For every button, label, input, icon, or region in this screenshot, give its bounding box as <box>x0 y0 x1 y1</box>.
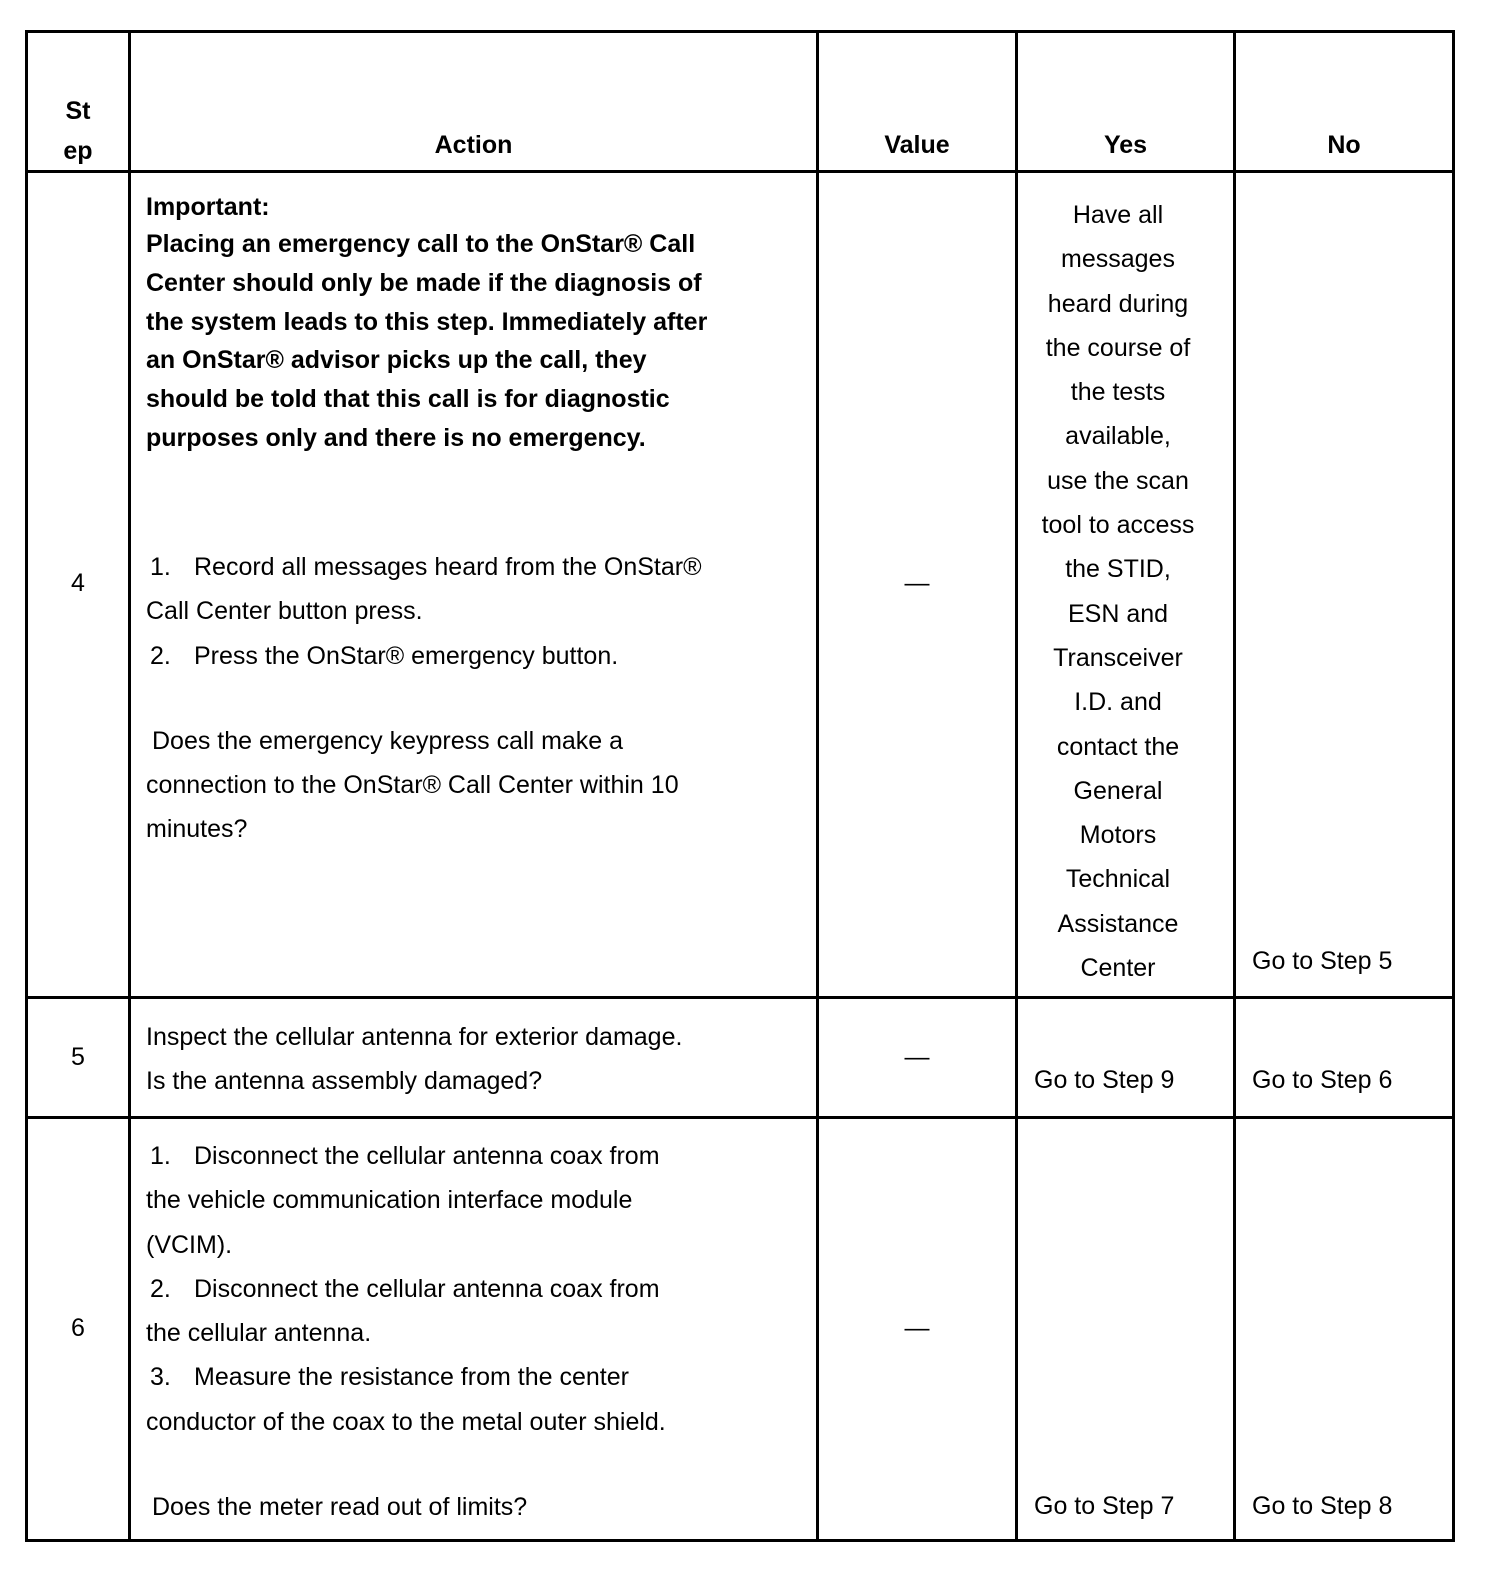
list-item <box>146 634 806 678</box>
list-item <box>146 545 806 589</box>
action-text <box>146 1015 806 1104</box>
action-question-continued <box>146 763 806 852</box>
list-item <box>146 1355 806 1399</box>
yes-line: Transceiver <box>1053 643 1183 672</box>
value-dash: — <box>904 1314 930 1342</box>
list-text: Disconnect the cellular antenna coax from <box>194 1142 660 1170</box>
question-line: Does the emergency keypress call make a <box>152 727 624 755</box>
yes-line: messages <box>1061 245 1175 274</box>
yes-line: tool to access <box>1041 511 1195 540</box>
yes-line: the STID, <box>1065 555 1171 584</box>
header-value: Value <box>884 131 950 159</box>
column-divider <box>1233 33 1236 1539</box>
header-action: Action <box>434 131 513 159</box>
header-step <box>28 91 128 171</box>
row-divider <box>28 996 1452 999</box>
yes-line: Assistance <box>1057 909 1179 938</box>
diagnostic-table <box>25 30 1455 1542</box>
list-text: Disconnect the cellular antenna coax from <box>194 1274 660 1303</box>
important-line: should be told that this call is for diagnostic <box>146 385 670 414</box>
yes-line: ESN and <box>1067 599 1169 628</box>
header-step-line2: ep <box>63 137 93 165</box>
yes-go-to-step: Go to Step 7 <box>1034 1492 1175 1520</box>
important-label: Important: <box>146 193 270 221</box>
yes-line: available, <box>1065 422 1171 451</box>
important-line: an OnStar® advisor picks up the call, they <box>146 346 647 375</box>
list-number: 1. <box>150 1142 171 1170</box>
yes-line: the tests <box>1070 378 1166 407</box>
yes-line: Have all <box>1072 201 1164 229</box>
important-line: the system leads to this step. Immediately after <box>146 307 708 336</box>
yes-line: Motors <box>1079 821 1157 850</box>
list-text: Press the OnStar® emergency button. <box>194 641 619 670</box>
step-number: 6 <box>71 1314 85 1342</box>
action-steps-list <box>146 1134 806 1444</box>
yes-line: General <box>1073 776 1163 805</box>
step-number: 4 <box>71 569 85 597</box>
action-line: Inspect the cellular antenna for exterior damage. <box>146 1023 683 1051</box>
list-text-continued: the vehicle communication interface module <box>146 1186 633 1215</box>
column-divider <box>128 33 131 1539</box>
list-text: Measure the resistance from the center <box>194 1363 629 1392</box>
list-text-continued: Call Center button press. <box>146 597 423 626</box>
list-text-continued: the cellular antenna. <box>146 1319 372 1348</box>
list-number: 2. <box>150 1274 171 1303</box>
value-dash: — <box>904 1043 930 1071</box>
no-go-to-step: Go to Step 5 <box>1252 947 1393 975</box>
important-line: Center should only be made if the diagnosis of <box>146 268 702 297</box>
row-divider <box>28 1116 1452 1119</box>
header-step-line1: St <box>65 97 91 125</box>
no-go-to-step: Go to Step 8 <box>1252 1492 1393 1520</box>
yes-line: I.D. and <box>1074 688 1162 717</box>
yes-line: contact the <box>1056 732 1180 761</box>
yes-instructions <box>1020 193 1216 990</box>
yes-line: heard during <box>1047 289 1189 318</box>
list-item <box>146 1134 806 1178</box>
action-steps-list <box>146 545 806 678</box>
header-yes: Yes <box>1103 131 1148 159</box>
yes-line: Center <box>1080 954 1156 983</box>
question-line: connection to the OnStar® Call Center within 10 <box>146 771 679 799</box>
important-line: purposes only and there is no emergency. <box>146 423 646 452</box>
action-line: Is the antenna assembly damaged? <box>146 1067 543 1096</box>
list-text-continued: (VCIM). <box>146 1230 233 1259</box>
no-go-to-step: Go to Step 6 <box>1252 1066 1393 1094</box>
list-text-continued: conductor of the coax to the metal outer shield. <box>146 1407 666 1436</box>
list-number: 3. <box>150 1363 171 1392</box>
important-line: Placing an emergency call to the OnStar® Call <box>146 230 696 258</box>
yes-line: use the scan <box>1047 466 1189 495</box>
action-question: Does the meter read out of limits? <box>152 1493 528 1521</box>
row-divider <box>28 170 1452 173</box>
yes-go-to-step: Go to Step 9 <box>1034 1066 1175 1094</box>
list-number: 2. <box>150 641 171 670</box>
value-dash: — <box>904 569 930 597</box>
list-item <box>146 1267 806 1311</box>
yes-line: Technical <box>1065 865 1171 894</box>
header-no: No <box>1327 131 1361 159</box>
action-question <box>146 719 812 763</box>
list-text: Record all messages heard from the OnStar® <box>194 553 702 581</box>
step-number: 5 <box>71 1043 85 1071</box>
important-note <box>146 185 796 458</box>
yes-line: the course of <box>1045 333 1191 362</box>
list-number: 1. <box>150 553 171 581</box>
question-line: minutes? <box>146 815 248 844</box>
